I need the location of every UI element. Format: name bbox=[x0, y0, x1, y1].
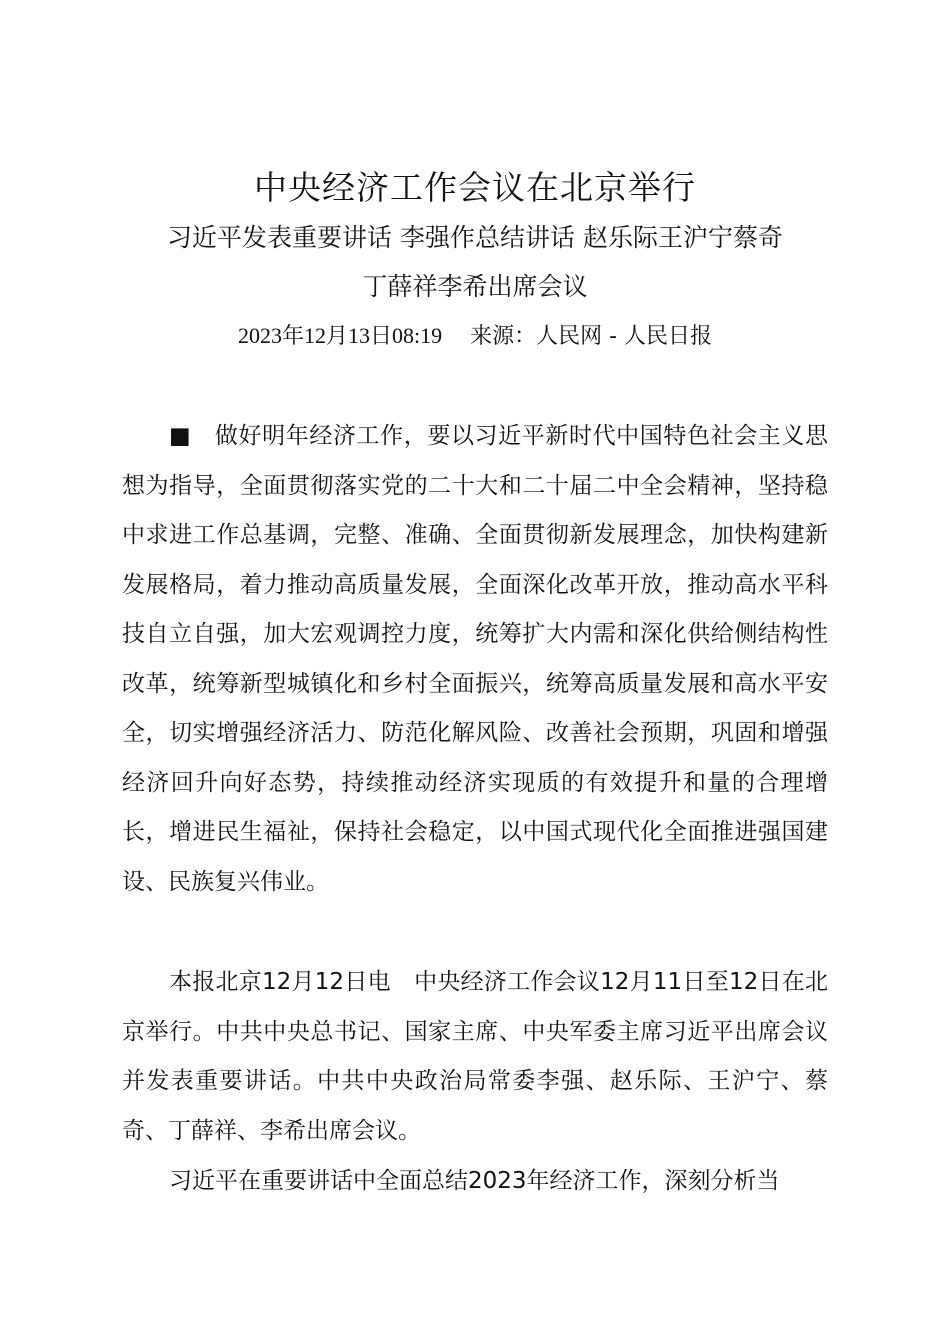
summary-paragraph: ■ 做好明年经济工作，要以习近平新时代中国特色社会主义思想为指导，全面贯彻落实党的二十大和二十届二中全会精神，坚持稳中求进工作总基调，完整、准确、全面贯彻新发展理念，加快构建新发展格局，着力推动高质量发展，全面深化改革开放，推动高水平科技自立自强，加大宏观调控力度，统筹扩大内需和深化供给侧结构性改革，统筹新型城镇化和乡村全面振兴，统筹高质量发展和高水平安全，切实增强经济活力、防范化解风险、改善社会预期，巩固和增强经济回升向好态势，持续推动经济实现质的有效提升和量的合理增长，增进民生福祉，保持社会稳定，以中国式现代化全面推进强国建设、民族复兴伟业。 bbox=[122, 423, 828, 895]
article-title: 中央经济工作会议在北京举行 bbox=[254, 168, 696, 207]
article-subtitle-line1: 习近平发表重要讲话 李强作总结讲话 赵乐际王沪宁蔡奇 bbox=[167, 223, 783, 252]
publish-date: 2023年12月13日08:19 bbox=[237, 323, 443, 348]
body-paragraph: 习近平在重要讲话中全面总结2023年经济工作，深刻分析当 bbox=[169, 1168, 780, 1194]
article-source: 来源：人民网 - 人民日报 bbox=[470, 324, 713, 349]
body-paragraph: 本报北京12月12日电 中央经济工作会议12月11日至12日在北京举行。中共中央总书记、国家主席、中央军委主席习近平出席会议并发表重要讲话。中共中央政治局常委李强、赵乐际、王沪宁、蔡奇、丁薛祥、李希出席会议。 bbox=[122, 969, 828, 1144]
article-subtitle-line2: 丁薛祥李希出席会议 bbox=[362, 272, 588, 301]
article-meta bbox=[0, 319, 950, 354]
